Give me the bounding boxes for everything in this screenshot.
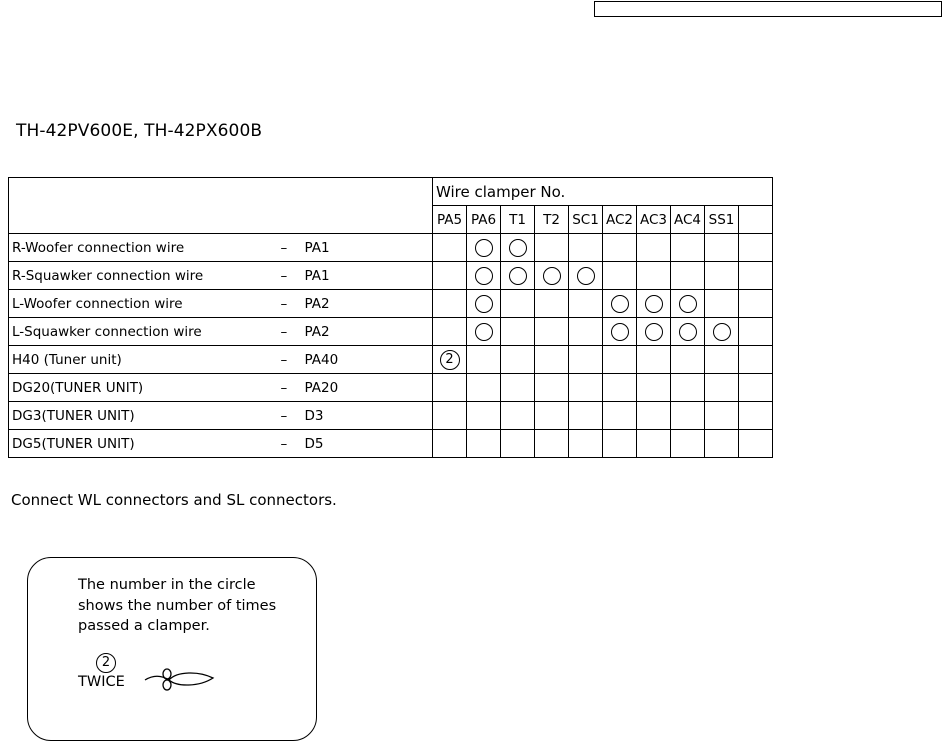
- circle-mark-icon: [543, 267, 561, 285]
- clamp-cell: [433, 318, 467, 346]
- circle-mark-icon: [645, 295, 663, 313]
- clamp-cell: [569, 374, 603, 402]
- clamp-cell: [671, 262, 705, 290]
- column-header: AC2: [603, 206, 637, 234]
- table-row: [9, 402, 773, 430]
- connector-name: PA40: [304, 351, 339, 368]
- clamp-cell: [603, 290, 637, 318]
- wire-name: L-Squawker connection wire: [9, 318, 281, 346]
- clamp-cell: [671, 374, 705, 402]
- column-header: AC4: [671, 206, 705, 234]
- clamp-cell: [739, 318, 773, 346]
- wire-name: R-Squawker connection wire: [9, 262, 281, 290]
- clamp-cell: [467, 234, 501, 262]
- column-header: PA5: [433, 206, 467, 234]
- clamp-cell: [467, 318, 501, 346]
- clamp-cell: [603, 374, 637, 402]
- clamp-cell: [501, 402, 535, 430]
- clamp-cell: [705, 402, 739, 430]
- connector-name: PA2: [304, 295, 330, 312]
- clamp-cell: [433, 374, 467, 402]
- dash-glyph: –: [280, 239, 288, 256]
- circle-mark-icon: [645, 323, 663, 341]
- note-example-number: 2: [96, 653, 116, 673]
- column-header: T1: [501, 206, 535, 234]
- clamp-cell: [501, 234, 535, 262]
- model-title: TH-42PV600E, TH-42PX600B: [16, 121, 263, 141]
- clamp-cell: [603, 346, 637, 374]
- clamp-cell: [467, 430, 501, 458]
- clamp-cell: [671, 346, 705, 374]
- connector-cell: [281, 262, 433, 290]
- circle-mark-icon: [611, 295, 629, 313]
- clamp-cell: [569, 290, 603, 318]
- circle-mark-icon: [509, 267, 527, 285]
- connector-name: PA1: [304, 267, 330, 284]
- clamp-cell: [637, 374, 671, 402]
- connector-cell: [281, 346, 433, 374]
- connector-cell: [281, 318, 433, 346]
- clamp-cell: [603, 402, 637, 430]
- circled-number: 2: [440, 350, 460, 370]
- table-row: [9, 262, 773, 290]
- column-header: PA6: [467, 206, 501, 234]
- wire-clamper-table: [8, 177, 773, 458]
- clamp-cell: [535, 318, 569, 346]
- clamp-cell: [433, 402, 467, 430]
- connector-cell: [281, 374, 433, 402]
- note-box: [27, 557, 317, 741]
- table-row: [9, 346, 773, 374]
- connector-name: PA2: [304, 323, 330, 340]
- clamp-cell: [637, 402, 671, 430]
- dash-glyph: –: [280, 267, 288, 284]
- table-row: [9, 290, 773, 318]
- note-example-word: TWICE: [78, 674, 125, 690]
- clamp-cell: [705, 374, 739, 402]
- table-row: [9, 318, 773, 346]
- clamp-cell: [569, 234, 603, 262]
- table-row: [9, 234, 773, 262]
- clamp-cell: [637, 262, 671, 290]
- clamp-cell: [569, 402, 603, 430]
- clamp-cell: [705, 262, 739, 290]
- clamp-cell: [569, 262, 603, 290]
- dash-glyph: –: [280, 407, 288, 424]
- circle-mark-icon: [509, 239, 527, 257]
- circle-mark-icon: [713, 323, 731, 341]
- clamp-cell: [705, 430, 739, 458]
- connector-cell: [281, 290, 433, 318]
- wire-name: H40 (Tuner unit): [9, 346, 281, 374]
- connector-cell: [281, 430, 433, 458]
- clamp-cell: [467, 374, 501, 402]
- clamp-cell: [569, 430, 603, 458]
- clamp-cell: [739, 262, 773, 290]
- circle-mark-icon: [611, 323, 629, 341]
- clamp-cell: [739, 234, 773, 262]
- instruction-text: Connect WL connectors and SL connectors.: [11, 491, 337, 509]
- clamp-cell: [603, 318, 637, 346]
- clamp-cell: [501, 318, 535, 346]
- clamp-cell: [705, 290, 739, 318]
- dash-glyph: –: [280, 435, 288, 452]
- clamp-cell: [569, 346, 603, 374]
- circle-mark-icon: [475, 323, 493, 341]
- clamp-cell: [671, 402, 705, 430]
- clamp-cell: [535, 346, 569, 374]
- clamp-cell: [433, 290, 467, 318]
- clamp-cell: [535, 234, 569, 262]
- note-text: The number in the circle shows the number of times passed a clamper.: [78, 577, 277, 634]
- dash-glyph: –: [280, 351, 288, 368]
- clamp-cell: [671, 290, 705, 318]
- column-header: SC1: [569, 206, 603, 234]
- wire-name: DG5(TUNER UNIT): [9, 430, 281, 458]
- clamp-cell: [705, 318, 739, 346]
- clamp-cell: [433, 346, 467, 374]
- connector-cell: [281, 234, 433, 262]
- clamp-cell: [467, 346, 501, 374]
- clamp-cell: [671, 318, 705, 346]
- clamp-cell: [535, 402, 569, 430]
- wire-name: DG3(TUNER UNIT): [9, 402, 281, 430]
- table-row: [9, 374, 773, 402]
- circle-mark-icon: [577, 267, 595, 285]
- clamp-cell: [433, 234, 467, 262]
- clamp-cell: [637, 234, 671, 262]
- column-header: SS1: [705, 206, 739, 234]
- clamp-cell: [501, 346, 535, 374]
- wire-loop-icon: [143, 667, 215, 693]
- clamp-cell: [603, 430, 637, 458]
- circle-mark-icon: [475, 239, 493, 257]
- clamp-cell: [501, 262, 535, 290]
- clamp-cell: [501, 430, 535, 458]
- clamp-cell: [467, 290, 501, 318]
- clamp-cell: [739, 402, 773, 430]
- connector-name: D5: [304, 435, 324, 452]
- dash-glyph: –: [280, 323, 288, 340]
- circle-mark-icon: [475, 295, 493, 313]
- clamp-cell: [501, 374, 535, 402]
- clamp-cell: [705, 346, 739, 374]
- clamp-cell: [739, 290, 773, 318]
- wire-name: L-Woofer connection wire: [9, 290, 281, 318]
- clamp-cell: [671, 234, 705, 262]
- circle-mark-icon: [475, 267, 493, 285]
- header-box: [594, 1, 942, 17]
- connector-name: PA1: [304, 239, 330, 256]
- circle-mark-icon: [679, 323, 697, 341]
- clamp-cell: [433, 262, 467, 290]
- clamp-cell: [739, 346, 773, 374]
- wire-name: DG20(TUNER UNIT): [9, 374, 281, 402]
- clamp-cell: [739, 374, 773, 402]
- clamp-cell: [535, 290, 569, 318]
- clamp-cell: [705, 234, 739, 262]
- clamp-cell: [637, 318, 671, 346]
- connector-cell: [281, 402, 433, 430]
- clamp-cell: [637, 346, 671, 374]
- clamp-cell: [535, 430, 569, 458]
- connector-name: D3: [304, 407, 324, 424]
- connector-name: PA20: [304, 379, 339, 396]
- table-corner-cell: [9, 178, 433, 234]
- clamp-cell: [603, 262, 637, 290]
- table-row: [9, 430, 773, 458]
- column-header: [739, 206, 773, 234]
- dash-glyph: –: [280, 379, 288, 396]
- clamp-cell: [739, 430, 773, 458]
- clamp-cell: [637, 290, 671, 318]
- column-header: AC3: [637, 206, 671, 234]
- clamp-cell: [467, 402, 501, 430]
- clamp-cell: [671, 430, 705, 458]
- clamp-cell: [467, 262, 501, 290]
- column-header: T2: [535, 206, 569, 234]
- dash-glyph: –: [280, 295, 288, 312]
- wire-name: R-Woofer connection wire: [9, 234, 281, 262]
- clamp-cell: [501, 290, 535, 318]
- circle-mark-icon: [679, 295, 697, 313]
- clamp-cell: [535, 262, 569, 290]
- clamp-cell: [569, 318, 603, 346]
- clamp-cell: [637, 430, 671, 458]
- group-header: Wire clamper No.: [433, 178, 773, 206]
- clamp-cell: [535, 374, 569, 402]
- clamp-cell: [603, 234, 637, 262]
- clamp-cell: [433, 430, 467, 458]
